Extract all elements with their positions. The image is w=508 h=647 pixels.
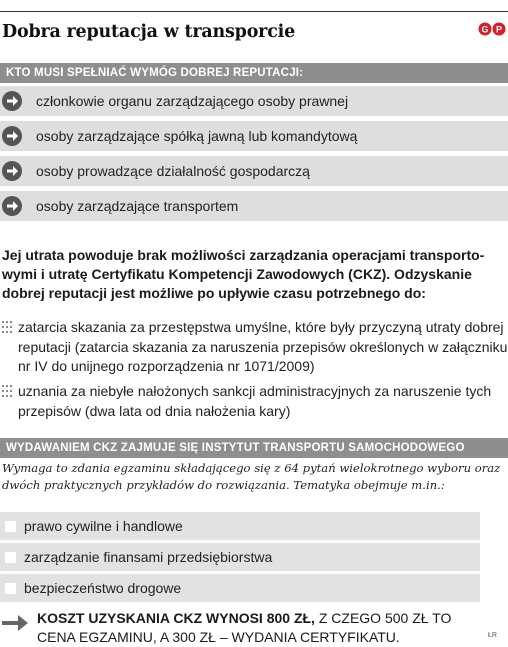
list-item: [0, 156, 508, 186]
arrow-right-icon: [2, 196, 22, 216]
cost-highlight: KOSZT UZYSKANIA CKZ WYNOSI 800 ZŁ,: [37, 610, 315, 626]
topic-label: bezpieczeństwo drogowe: [24, 580, 182, 596]
topic-item: [0, 574, 480, 602]
svg-text:P: P: [495, 24, 503, 35]
topic-label: prawo cywilne i handlowe: [24, 518, 183, 534]
bullet-text: zatarcia skazania za przestępstwa umyślne, które były przyczyną utraty dobrej reputacji (zatarcia skazania za naruszenia przepisów określonych w załączniku nr IV do unijnego rozporządzenia nr 1071/2009): [18, 319, 508, 374]
square-bullet-icon: [5, 552, 16, 563]
list-item-label: osoby prowadzące działalność gospodarczą: [36, 163, 310, 179]
list-item: [0, 121, 508, 151]
top-rule: [0, 11, 508, 12]
gp-logo-icon: [478, 22, 506, 36]
dot-grid-icon: [2, 385, 12, 397]
list-item: [0, 86, 508, 116]
cost-rest: Z CZEGO 500 ZŁ TO CENA EGZAMINU, A 300 ZŁ – WYDANIA CERTYFIKATU.: [37, 610, 452, 645]
dot-grid-icon: [2, 321, 12, 333]
arrow-right-icon: [2, 126, 22, 146]
list-item-label: członkowie organu zarządzającego osoby prawnej: [36, 93, 349, 109]
reputation-paragraph: Jej utrata powoduje brak możliwości zarządzania operacjami transporto-wymi i utratę Certyfikatu Kompetencji Zawodowych (CKZ). Odzyskanie dobrej reputacji jest możliwe po upływie czasu potrzebnego do:: [2, 247, 485, 301]
topic-item: [0, 543, 480, 571]
square-bullet-icon: [5, 521, 16, 532]
list-item: [0, 191, 508, 221]
list-item-label: osoby zarządzające transportem: [36, 198, 239, 214]
section-heading-reputation: KTO MUSI SPEŁNIAĆ WYMÓG DOBREJ REPUTACJI:: [0, 63, 508, 83]
list-item-label: osoby zarządzające spółką jawną lub komandytową: [36, 128, 358, 144]
section-heading-ckz: WYDAWANIEM CKZ ZAJMUJE SIĘ INSTYTUT TRANSPORTU SAMOCHODOWEGO: [0, 438, 508, 458]
arrow-right-icon: [2, 615, 28, 631]
cost-note: [37, 609, 487, 647]
exam-intro: Wymaga to zdania egzaminu składającego się z 64 pytań wielokrotnego wyboru oraz dwóch praktycznych przykładów do rozwiązania. Tematyka obejmuje m.in.:: [2, 461, 501, 492]
page-title: Dobra reputacja w transporcie: [2, 22, 296, 42]
svg-text:G: G: [481, 24, 489, 35]
bullet-text: uznania za niebyłe nałożonych sankcji administracyjnych za naruszenie tych przepisów (dwa lata od dnia nałożenia kary): [18, 383, 492, 419]
author-credit: ŁR: [488, 632, 497, 639]
topic-label: zarządzanie finansami przedsiębiorstwa: [24, 549, 273, 565]
arrow-right-icon: [2, 161, 22, 181]
topic-item: [0, 512, 480, 540]
arrow-right-icon: [2, 91, 22, 111]
square-bullet-icon: [5, 583, 16, 594]
